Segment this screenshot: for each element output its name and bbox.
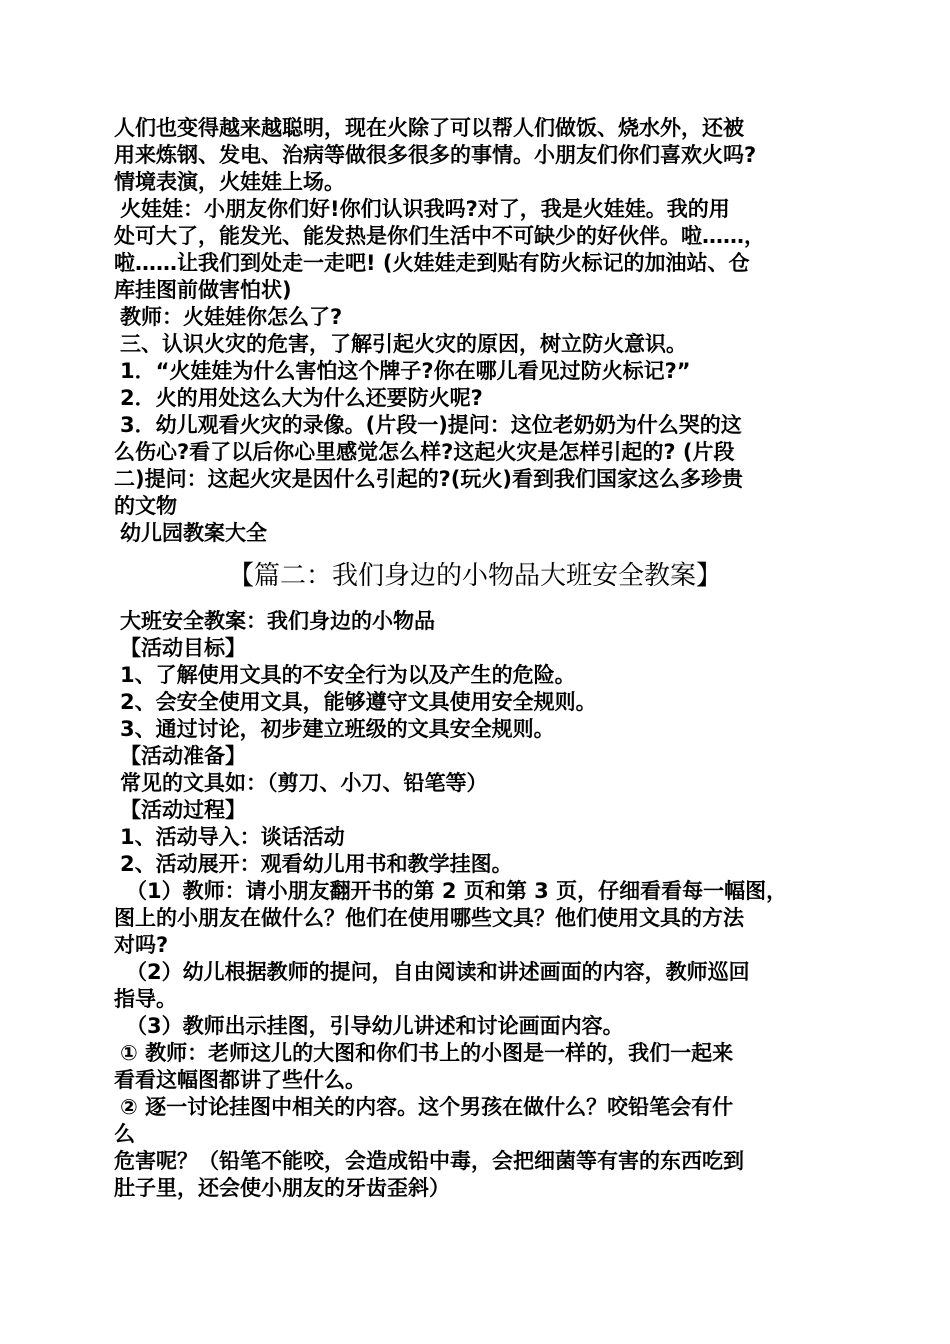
- section-label: 【活动过程】: [120, 798, 246, 822]
- paragraph-line: 肚子里，还会使小朋友的牙齿歪斜）: [114, 1176, 450, 1200]
- section-title: 【篇二：我们身边的小物品大班安全教案】: [227, 561, 722, 591]
- list-item: 2、活动展开：观看幼儿用书和教学挂图。: [120, 852, 513, 876]
- list-item: （3）教师出示挂图，引导幼儿讲述和讨论画面内容。: [126, 1014, 624, 1038]
- lesson-plan-part-1: [114, 115, 854, 547]
- paragraph-line: 用来炼钢、发电、治病等做很多很多的事情。小朋友们你们喜欢火吗?: [114, 143, 757, 167]
- list-item: 1、了解使用文具的不安全行为以及产生的危险。: [120, 663, 576, 687]
- list-item: （1）教师：请小朋友翻开书的第 2 页和第 3 页，仔细看看每一幅图，: [126, 879, 788, 903]
- paragraph-line: 处可大了，能发光、能发热是你们生活中不可缺少的好伙伴。啦……，: [114, 224, 765, 248]
- section-label: 【活动目标】: [120, 636, 246, 660]
- list-item: （2）幼儿根据教师的提问，自由阅读和讲述画面的内容，教师巡回: [126, 960, 750, 984]
- paragraph-line: 么: [114, 1122, 135, 1146]
- list-item: 1、活动导入：谈话活动: [120, 825, 345, 849]
- section-label: 【活动准备】: [120, 744, 246, 768]
- paragraph-line: 啦……让我们到处走一走吧! (火娃娃走到贴有防火标记的加油站、仓: [114, 251, 750, 275]
- lesson-plan-part-2: [114, 608, 854, 1202]
- paragraph-line: 图上的小朋友在做什么？他们在使用哪些文具？他们使用文具的方法: [114, 906, 744, 930]
- list-item: ② 逐一讨论挂图中相关的内容。这个男孩在做什么？咬铅笔会有什: [120, 1095, 734, 1119]
- paragraph-line: 火娃娃：小朋友你们好!你们认识我吗?对了，我是火娃娃。我的用: [120, 197, 730, 221]
- paragraph-line: 危害呢？（铅笔不能咬，会造成铅中毒，会把细菌等有害的东西吃到: [114, 1149, 744, 1173]
- paragraph-line: 看看这幅图都讲了些什么。: [114, 1068, 366, 1092]
- section-heading-line: 三、认识火灾的危害，了解引起火灾的原因，树立防火意识。: [120, 332, 687, 356]
- list-item: 3、通过讨论，初步建立班级的文具安全规则。: [120, 717, 555, 741]
- paragraph-line: 幼儿园教案大全: [120, 521, 267, 545]
- paragraph-line: 二)提问：这起火灾是因什么引起的?(玩火)看到我们国家这么多珍贵: [114, 467, 743, 491]
- paragraph-line: 库挂图前做害怕状): [114, 278, 292, 302]
- paragraph-line: 常见的文具如：（剪刀、小刀、铅笔等）: [120, 771, 488, 795]
- document-subtitle: 大班安全教案：我们身边的小物品: [120, 609, 435, 633]
- paragraph-line: 对吗?: [114, 933, 169, 957]
- paragraph-line: 人们也变得越来越聪明，现在火除了可以帮人们做饭、烧水外，还被: [114, 116, 744, 140]
- list-item: ① 教师：老师这儿的大图和你们书上的小图是一样的，我们一起来: [120, 1041, 734, 1065]
- list-item: 3．幼儿观看火灾的录像。(片段一)提问：这位老奶奶为什么哭的这: [120, 413, 742, 437]
- paragraph-line: 么伤心?看了以后你心里感觉怎么样?这起火灾是怎样引起的? (片段: [114, 440, 735, 464]
- list-item: 1．“火娃娃为什么害怕这个牌子?你在哪儿看见过防火标记?”: [120, 359, 691, 383]
- paragraph-line: 情境表演，火娃娃上场。: [114, 170, 345, 194]
- list-item: 2、会安全使用文具，能够遵守文具使用安全规则。: [120, 690, 597, 714]
- list-item: 2．火的用处这么大为什么还要防火呢?: [120, 386, 483, 410]
- paragraph-line: 教师：火娃娃你怎么了?: [120, 305, 343, 329]
- paragraph-line: 的文物: [114, 494, 177, 518]
- paragraph-line: 指导。: [114, 987, 177, 1011]
